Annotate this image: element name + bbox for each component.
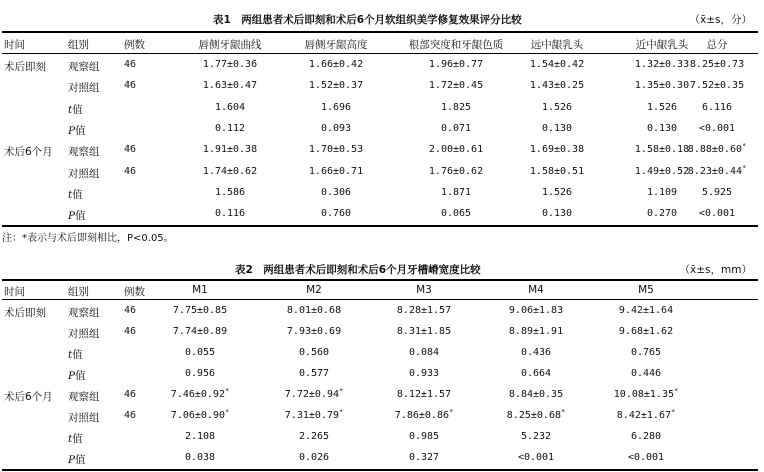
- table-row: [0, 163, 764, 185]
- table-row: [0, 99, 764, 121]
- header-cell: 时间: [4, 39, 25, 51]
- table-cell: 0.577: [298, 368, 330, 379]
- table-cell: 0.084: [408, 347, 440, 358]
- table-cell: t值: [68, 188, 83, 201]
- table-cell: 8.89±1.91: [508, 326, 564, 337]
- table2-header-rule: [2, 299, 758, 300]
- table-cell: 术后6个月: [4, 391, 53, 403]
- table-cell: 对照组: [68, 167, 100, 180]
- table-cell: 46: [124, 80, 137, 92]
- table-cell: 7.31±0.79*: [284, 408, 344, 421]
- table-cell: 0.130: [646, 122, 678, 134]
- table-cell: 7.86±0.86*: [394, 408, 454, 421]
- header-cell: 组别: [68, 39, 89, 51]
- table-cell: 1.58±0.51: [529, 165, 585, 177]
- table-cell: 1.63±0.47: [202, 80, 258, 92]
- table-cell: 7.75±0.85: [172, 305, 228, 316]
- table-cell: 1.72±0.45: [428, 80, 484, 92]
- table-cell: 1.58±0.18: [634, 144, 690, 156]
- table-cell: 8.23±0.44*: [687, 163, 747, 177]
- table-cell: 0.560: [298, 347, 330, 358]
- table-row: [0, 428, 764, 450]
- table-cell: 7.06±0.90*: [170, 408, 230, 421]
- table1-title: [0, 9, 764, 29]
- table-cell: 1.825: [440, 101, 472, 113]
- table-cell: 0.436: [520, 347, 552, 358]
- table2-bottom-rule: [2, 469, 758, 471]
- table-cell: 1.49±0.52: [634, 165, 690, 177]
- table-cell: 8.25±0.68*: [506, 408, 566, 421]
- table-row: [0, 323, 764, 345]
- table-cell: <0.001: [698, 208, 736, 220]
- table-cell: 1.526: [541, 101, 573, 113]
- table-cell: 8.01±0.68: [286, 305, 342, 316]
- table-row: [0, 302, 764, 324]
- table-cell: 对照组: [68, 412, 100, 424]
- header-cell: 时间: [4, 286, 25, 298]
- table-cell: 0.760: [320, 208, 352, 220]
- table-cell: 8.12±1.57: [396, 389, 452, 400]
- table-cell: 0.055: [184, 347, 216, 358]
- table-cell: 0.116: [214, 208, 246, 220]
- table-cell: 1.526: [646, 101, 678, 113]
- header-cell: M1: [192, 284, 208, 296]
- table-cell: 1.52±0.37: [308, 80, 364, 92]
- header-cell: M4: [528, 284, 544, 296]
- header-cell: 总分: [706, 39, 728, 51]
- header-cell: M3: [416, 284, 432, 296]
- table-cell: 0.446: [630, 368, 662, 379]
- table-row: [0, 365, 764, 387]
- table-cell: 46: [124, 305, 137, 316]
- table-cell: 6.280: [630, 431, 662, 442]
- table-row: [0, 141, 764, 163]
- table-cell: <0.001: [517, 452, 555, 463]
- table-cell: 观察组: [68, 146, 100, 159]
- table-cell: 8.42±1.67*: [616, 408, 676, 421]
- table-cell: 7.52±0.35: [689, 80, 745, 92]
- table-cell: 6.116: [701, 101, 733, 113]
- table-cell: P值: [68, 370, 86, 382]
- table-cell: 观察组: [68, 391, 100, 403]
- table-cell: 对照组: [68, 82, 100, 95]
- table-cell: <0.001: [698, 122, 736, 134]
- table1-note: 注：*表示与术后即刻相比，P<0.05。: [2, 233, 174, 244]
- table-cell: 8.84±0.35: [508, 389, 564, 400]
- table-cell: 46: [124, 144, 137, 156]
- table-cell: 46: [124, 59, 137, 70]
- table1-caption: 表1 两组患者术后即刻和术后6个月软组织美学修复效果评分比较: [213, 14, 522, 26]
- table-cell: 0.112: [214, 122, 246, 134]
- table-cell: t值: [68, 103, 83, 116]
- table-cell: 1.66±0.71: [308, 165, 364, 177]
- table-cell: 8.28±1.57: [396, 305, 452, 316]
- table-cell: 1.35±0.30: [634, 80, 690, 92]
- table-cell: 1.76±0.62: [428, 165, 484, 177]
- table-cell: 1.43±0.25: [529, 80, 585, 92]
- table2-unit: （x̄±s，mm）: [679, 264, 752, 276]
- table-cell: t值: [68, 349, 83, 361]
- table-cell: 0.065: [440, 208, 472, 220]
- table-cell: 术后6个月: [4, 146, 53, 159]
- table-cell: 46: [124, 389, 137, 400]
- table-row: [0, 120, 764, 142]
- header-cell: 例数: [124, 39, 145, 51]
- table-cell: 8.88±0.60*: [687, 142, 747, 156]
- header-cell: 远中龈乳头: [530, 39, 584, 51]
- table-cell: 0.933: [408, 368, 440, 379]
- table-cell: 2.108: [184, 431, 216, 442]
- table-cell: 7.93±0.69: [286, 326, 342, 337]
- table-cell: 1.74±0.62: [202, 165, 258, 177]
- table-cell: 8.25±0.73: [689, 59, 745, 70]
- table-cell: t值: [68, 433, 83, 445]
- table-cell: 5.925: [701, 186, 733, 198]
- table-row: [0, 56, 764, 78]
- table-cell: 0.765: [630, 347, 662, 358]
- table-cell: 0.306: [320, 186, 352, 198]
- table-cell: 1.526: [541, 186, 573, 198]
- table-cell: 0.038: [184, 452, 216, 463]
- table-cell: 46: [124, 165, 137, 177]
- table-cell: 0.985: [408, 431, 440, 442]
- table-row: [0, 344, 764, 366]
- table-cell: 7.72±0.94*: [284, 387, 344, 400]
- table-cell: 1.70±0.53: [308, 144, 364, 156]
- header-cell: M5: [638, 284, 654, 296]
- header-cell: M2: [306, 284, 322, 296]
- table-row: [0, 449, 764, 471]
- table-cell: 9.06±1.83: [508, 305, 564, 316]
- table-cell: 0.071: [440, 122, 472, 134]
- table-cell: 1.586: [214, 186, 246, 198]
- table-cell: P值: [68, 210, 86, 223]
- table-cell: 1.96±0.77: [428, 59, 484, 70]
- table-cell: 对照组: [68, 328, 100, 340]
- table1-bottom-rule: [2, 225, 758, 227]
- table-cell: 0.956: [184, 368, 216, 379]
- table-cell: 观察组: [68, 61, 100, 73]
- table-cell: 0.327: [408, 452, 440, 463]
- table-cell: 9.68±1.62: [618, 326, 674, 337]
- table-row: [0, 77, 764, 99]
- table-cell: 5.232: [520, 431, 552, 442]
- table-cell: 1.91±0.38: [202, 144, 258, 156]
- table-cell: 1.32±0.33: [634, 59, 690, 70]
- table-cell: 0.130: [541, 122, 573, 134]
- table-cell: P值: [68, 454, 86, 466]
- table-cell: <0.001: [627, 452, 665, 463]
- table-cell: 1.871: [440, 186, 472, 198]
- table-cell: P值: [68, 124, 86, 137]
- table-cell: 7.74±0.89: [172, 326, 228, 337]
- table-cell: 2.00±0.61: [428, 144, 484, 156]
- header-cell: 例数: [124, 286, 145, 298]
- table-cell: 9.42±1.64: [618, 305, 674, 316]
- table-cell: 术后即刻: [4, 61, 46, 73]
- table-cell: 2.265: [298, 431, 330, 442]
- table1-unit: （x̄±s，分）: [689, 14, 752, 26]
- table-cell: 术后即刻: [4, 307, 46, 319]
- header-cell: 唇侧牙龈高度: [304, 39, 368, 51]
- table-cell: 1.77±0.36: [202, 59, 258, 70]
- table-cell: 1.696: [320, 101, 352, 113]
- table-cell: 1.54±0.42: [529, 59, 585, 70]
- table-row: [0, 407, 764, 429]
- table-cell: 46: [124, 410, 137, 421]
- table1-top-rule: [2, 31, 758, 33]
- table-cell: 46: [124, 326, 137, 337]
- table2-caption: 表2 两组患者术后即刻和术后6个月牙槽嵴宽度比较: [235, 264, 481, 276]
- table-cell: 1.604: [214, 101, 246, 113]
- header-cell: 根部突度和牙龈色质: [408, 39, 504, 51]
- table-cell: 10.08±1.35*: [613, 387, 679, 400]
- table-cell: 0.093: [320, 122, 352, 134]
- table-cell: 0.270: [646, 208, 678, 220]
- table-cell: 1.109: [646, 186, 678, 198]
- table-cell: 8.31±1.85: [396, 326, 452, 337]
- table2-title: [0, 259, 764, 279]
- table-cell: 1.69±0.38: [529, 144, 585, 156]
- table-row: [0, 184, 764, 206]
- table-cell: 7.46±0.92*: [170, 387, 230, 400]
- table-row: [0, 386, 764, 408]
- table1-header-rule: [2, 53, 758, 54]
- table-cell: 0.026: [298, 452, 330, 463]
- table-cell: 观察组: [68, 307, 100, 319]
- header-cell: 唇侧牙龈曲线: [198, 39, 262, 51]
- header-cell: 组别: [68, 286, 89, 298]
- table-row: [0, 205, 764, 227]
- header-cell: 近中龈乳头: [635, 39, 689, 51]
- table-cell: 0.664: [520, 368, 552, 379]
- table-cell: 0.130: [541, 208, 573, 220]
- table-cell: 1.66±0.42: [308, 59, 364, 70]
